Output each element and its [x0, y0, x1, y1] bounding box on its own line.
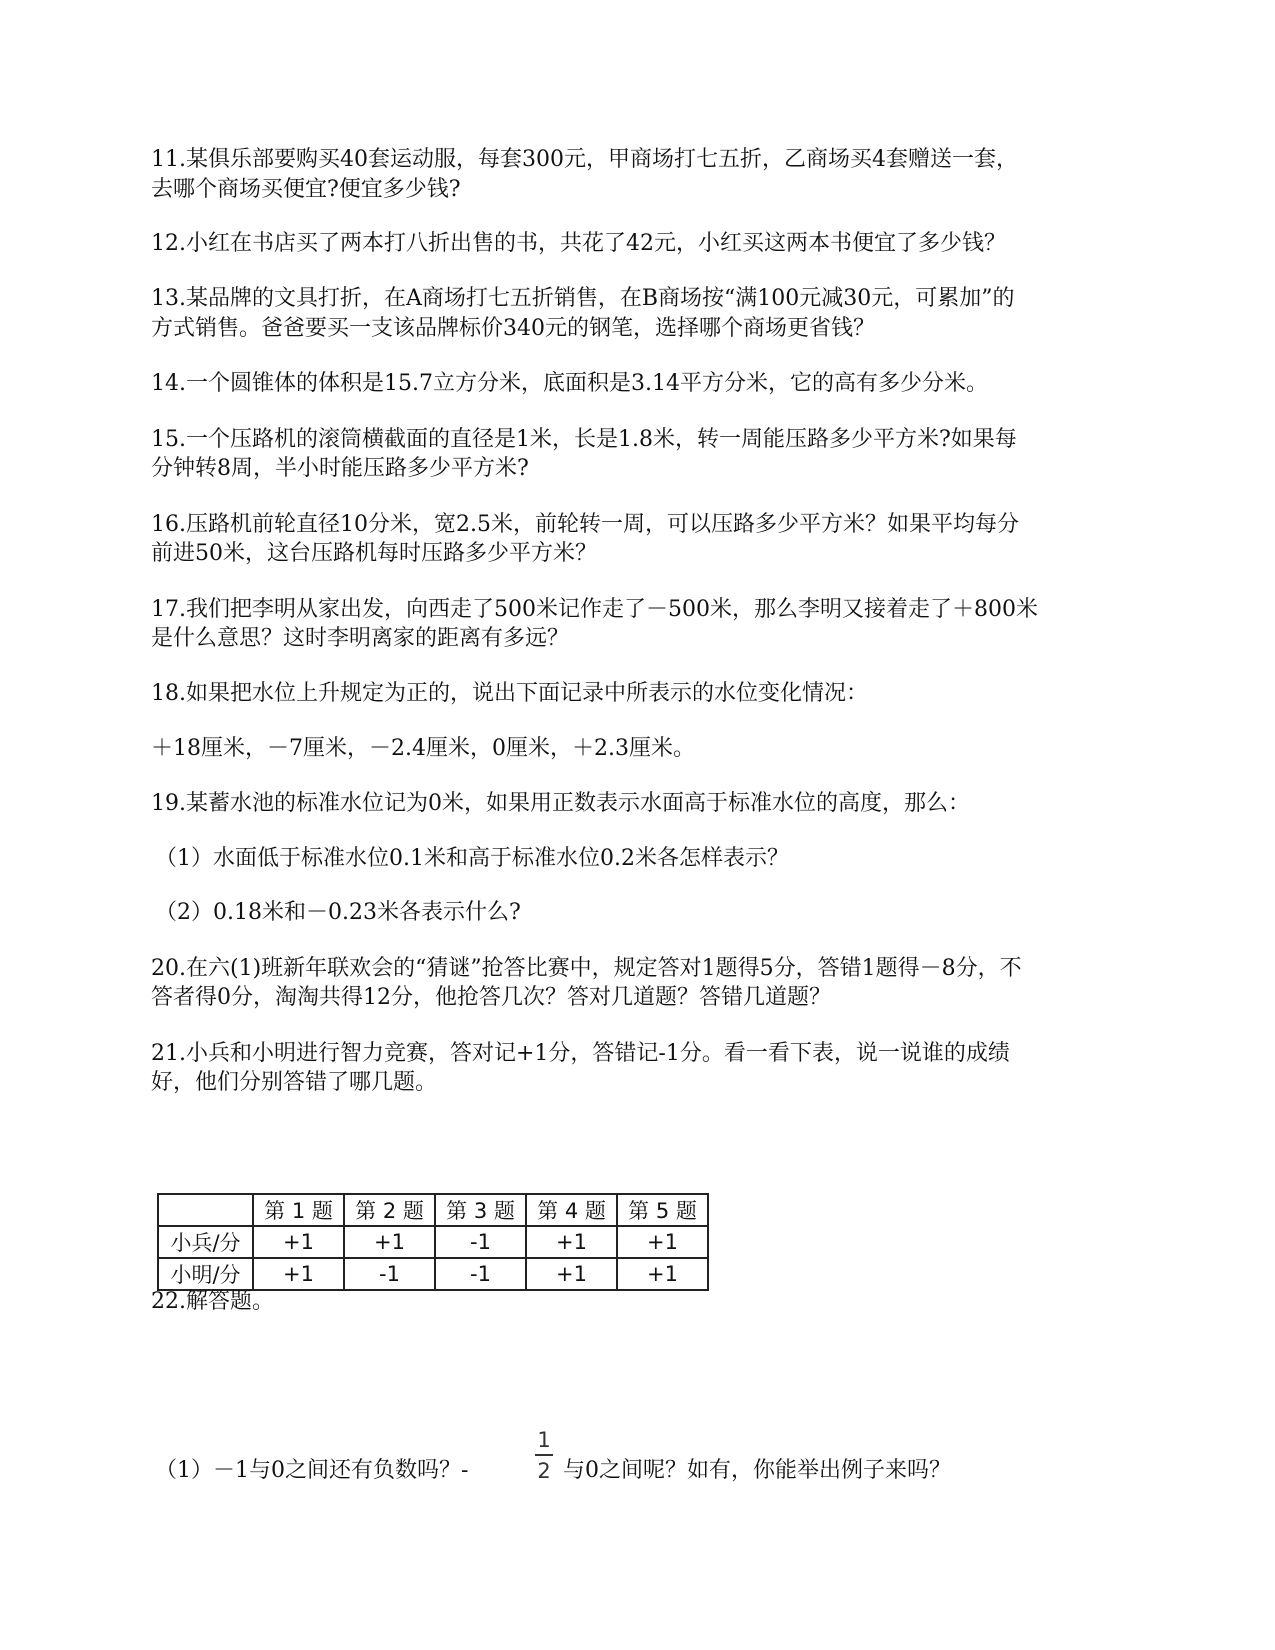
- question-21-line-2: 好，他们分别答错了哪几题。: [151, 1070, 438, 1095]
- table-cell: +1: [344, 1226, 435, 1258]
- question-18-line-2: ＋18厘米，－7厘米，－2.4厘米，0厘米，＋2.3厘米。: [151, 736, 695, 761]
- table-header-cell: 第 3 题: [435, 1194, 526, 1226]
- table-header-cell: 第 1 题: [253, 1194, 344, 1226]
- table-row-label: 小兵/分: [158, 1226, 253, 1258]
- question-19-part-1: （1）水面低于标准水位0.1米和高于标准水位0.2米各怎样表示？: [155, 846, 789, 871]
- question-13-line-1: 13.某品牌的文具打折，在A商场打七五折销售，在B商场按“满100元减30元，可累加”的: [151, 286, 1015, 311]
- table-header-cell: [158, 1194, 253, 1226]
- question-11-line-2: 去哪个商场买便宜?便宜多少钱?: [151, 177, 461, 202]
- table-cell: +1: [526, 1226, 617, 1258]
- table-row: [158, 1258, 708, 1290]
- question-22-part-1-after: 与0之间呢？如有，你能举出例子来吗？: [563, 1458, 951, 1483]
- table-cell: -1: [344, 1258, 435, 1290]
- question-17-line-2: 是什么意思？这时李明离家的距离有多远？: [151, 626, 570, 651]
- question-16-line-1: 16.压路机前轮直径10分米，宽2.5米，前轮转一周，可以压路多少平方米？如果平均每分: [151, 512, 1019, 537]
- question-17-line-1: 17.我们把李明从家出发，向西走了500米记作走了－500米，那么李明又接着走了＋800米: [151, 597, 1038, 622]
- table-cell: -1: [435, 1226, 526, 1258]
- question-14: 14.一个圆锥体的体积是15.7立方分米，底面积是3.14平方分米，它的高有多少分米。: [151, 371, 988, 396]
- table-row-label: 小明/分: [158, 1258, 253, 1290]
- table-header-cell: 第 4 题: [526, 1194, 617, 1226]
- question-15-line-2: 分钟转8周，半小时能压路多少平方米?: [151, 456, 529, 481]
- question-22-title: 22.解答题。: [151, 1289, 274, 1314]
- table-header-cell: 第 2 题: [344, 1194, 435, 1226]
- question-12: 12.小红在书店买了两本打八折出售的书，共花了42元，小红买这两本书便宜了多少钱？: [151, 231, 1006, 256]
- fraction-one-half: [532, 1428, 556, 1483]
- table-cell: +1: [526, 1258, 617, 1290]
- table-cell: +1: [617, 1226, 708, 1258]
- question-22-part-1-before: （1）－1与0之间还有负数吗？-: [155, 1458, 469, 1483]
- table-cell: -1: [435, 1258, 526, 1290]
- score-table: [157, 1193, 709, 1291]
- table-cell: +1: [617, 1258, 708, 1290]
- question-11-line-1: 11.某俱乐部要购买40套运动服，每套300元，甲商场打七五折，乙商场买4套赠送一套，: [151, 147, 1018, 172]
- table-row: [158, 1226, 708, 1258]
- question-21-line-1: 21.小兵和小明进行智力竞赛，答对记+1分，答错记-1分。看一看下表，说一说谁的成绩: [151, 1041, 1010, 1066]
- question-20-line-1: 20.在六(1)班新年联欢会的“猜谜”抢答比赛中，规定答对1题得5分，答错1题得－8分，不: [151, 956, 1022, 981]
- fraction-numerator: 1: [537, 1428, 551, 1452]
- fraction-denominator: 2: [537, 1459, 551, 1483]
- table-header-cell: 第 5 题: [617, 1194, 708, 1226]
- question-15-line-1: 15.一个压路机的滚筒横截面的直径是1米，长是1.8米，转一周能压路多少平方米?如果每: [151, 427, 1017, 452]
- table-cell: +1: [253, 1226, 344, 1258]
- score-table-header-row: [158, 1194, 708, 1226]
- question-19-intro: 19.某蓄水池的标准水位记为0米，如果用正数表示水面高于标准水位的高度，那么：: [151, 791, 970, 816]
- question-16-line-2: 前进50米，这台压路机每时压路多少平方米？: [151, 541, 597, 566]
- fraction-bar: [535, 1454, 553, 1456]
- question-19-part-2: （2）0.18米和－0.23米各表示什么?: [155, 900, 521, 925]
- question-13-line-2: 方式销售。爸爸要买一支该品牌标价340元的钢笔，选择哪个商场更省钱？: [151, 316, 875, 341]
- table-cell: +1: [253, 1258, 344, 1290]
- question-18-line-1: 18.如果把水位上升规定为正的，说出下面记录中所表示的水位变化情况：: [151, 681, 868, 706]
- question-20-line-2: 答者得0分，淘淘共得12分，他抢答几次？答对几道题？答错几道题？: [151, 985, 831, 1010]
